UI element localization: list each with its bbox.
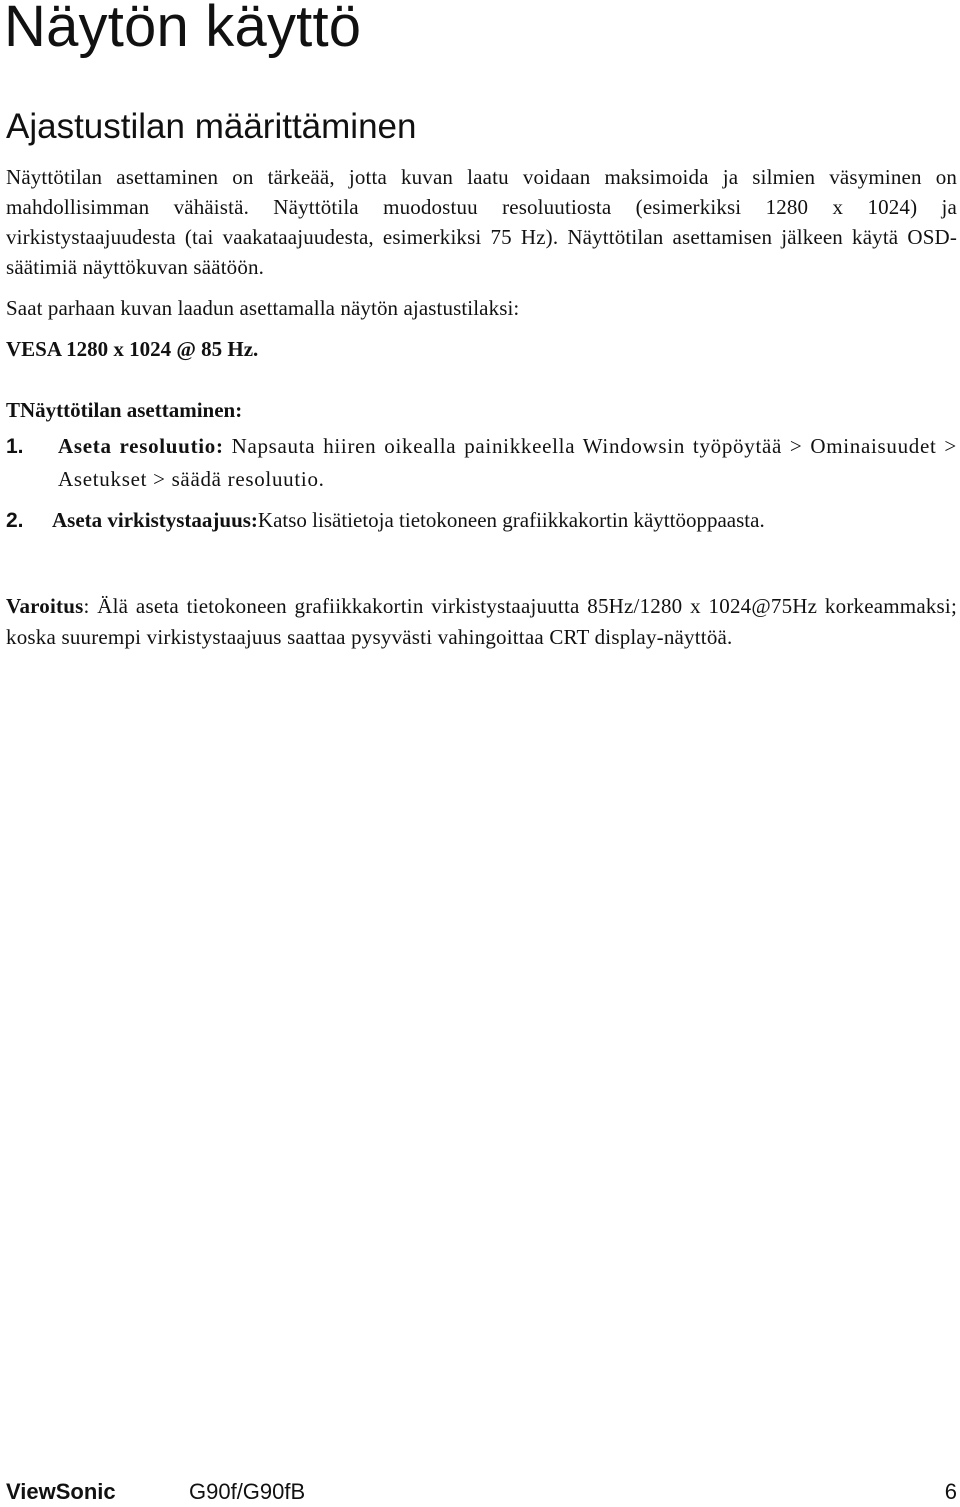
warning-text: Älä aseta tietokoneen grafiikkakortin virkistystaajuutta 85Hz/1280 x 1024@75Hz korkeammaksi; koska suurempi virkistystaajuus saattaa pysyvästi vahingoittaa CRT display-näyttöä.: [6, 594, 957, 649]
warning-label: Varoitus: [6, 594, 84, 618]
step-number: 2.: [6, 509, 24, 532]
step-text: Katso lisätietoja tietokoneen grafiikkakortin käyttöoppaasta.: [257, 508, 765, 532]
best-quality-text: Saat parhaan kuvan laadun asettamalla näytön ajastustilaksi:: [6, 296, 520, 320]
footer-page-number: 6: [944, 1479, 957, 1504]
section-title: Ajastustilan määrittäminen: [6, 107, 417, 146]
step-body: [58, 430, 957, 496]
steps-heading: TNäyttötilan asettaminen:: [6, 398, 243, 422]
page-footer: [6, 1477, 957, 1507]
step-text: Napsauta hiiren oikealla painikkeella Windowsin työpöytää > Ominaisuudet > Asetukset > säädä resoluutio.: [58, 434, 957, 491]
step-item: [6, 504, 957, 537]
step-label: Aseta virkistystaajuus:: [52, 508, 258, 532]
recommended-mode: VESA 1280 x 1024 @ 85 Hz.: [6, 337, 259, 361]
step-body: [52, 504, 957, 537]
step-number: 1.: [6, 435, 24, 458]
page-title: Näytön käyttö: [4, 0, 362, 59]
warning-separator: :: [83, 594, 90, 618]
step-item: [6, 430, 957, 496]
footer-brand: ViewSonic: [6, 1479, 116, 1504]
warning-paragraph: [6, 591, 957, 653]
intro-paragraph: Näyttötilan asettaminen on tärkeää, jotta kuvan laatu voidaan maksimoida ja silmien väsyminen on mahdollisimman vähäistä. Näyttötila muodostuu resoluutiosta (esimerkiksi 1280 x 1024) ja virkistystaajuudesta (tai vaakataajuudesta, esimerkiksi 75 Hz). Näyttötilan asettamisen jälkeen käytä OSD-säätimiä näyttökuvan säätöön.: [6, 165, 957, 279]
footer-model: G90f/G90fB: [189, 1479, 306, 1504]
step-label: Aseta resoluutio:: [58, 434, 224, 458]
